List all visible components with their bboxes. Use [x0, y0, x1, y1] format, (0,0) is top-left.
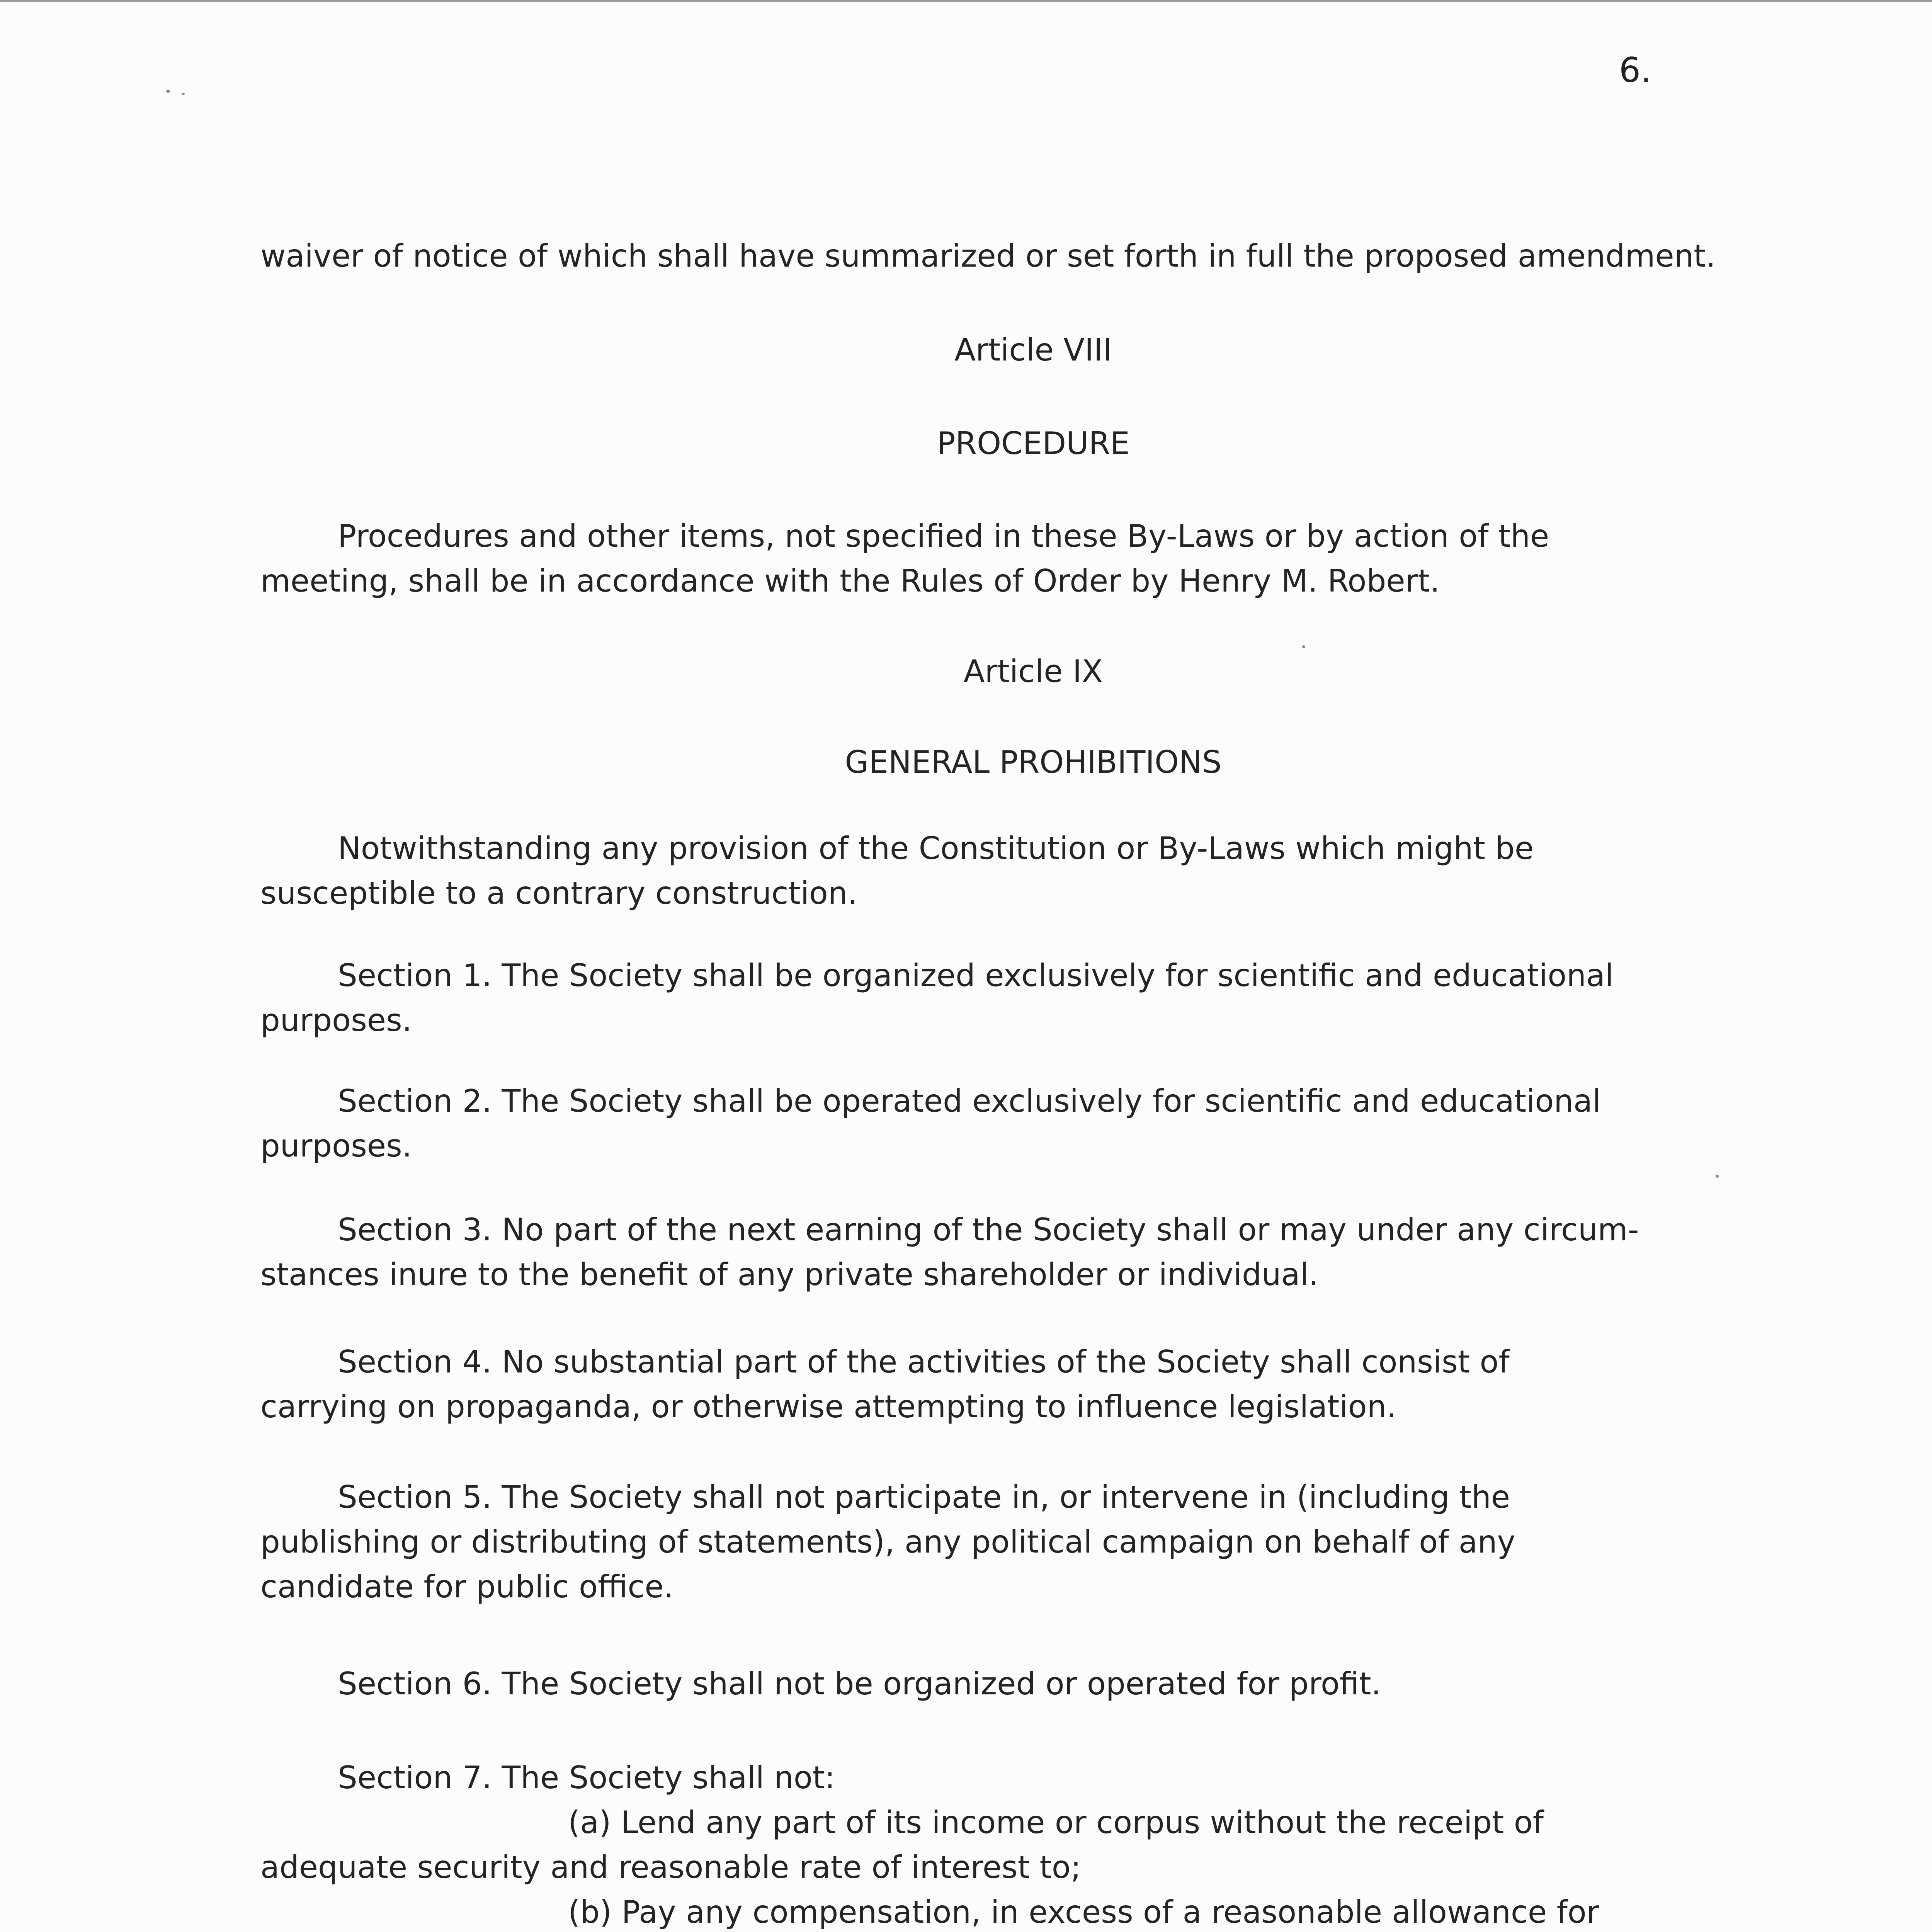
section-2 — [260, 1079, 1845, 1168]
section-line: carrying on propaganda, or otherwise attempting to influence legislation. — [260, 1389, 1396, 1425]
scan-top-edge — [0, 0, 1932, 2]
item-a-line: adequate security and reasonable rate of interest to; — [260, 1849, 1081, 1885]
scan-speck — [182, 93, 185, 95]
section-line: Section 2. The Society shall be operated exclusively for scientific and educational — [338, 1083, 1601, 1119]
scan-speck — [166, 90, 170, 93]
item-b-first-line: (b) Pay any compensation, in excess of a reasonable allowance for — [568, 1894, 1599, 1930]
article-8-number: Article VIII — [954, 332, 1112, 368]
item-a-first-line: (a) Lend any part of its income or corpus without the receipt of — [568, 1804, 1544, 1840]
section-7-heading: Section 7. The Society shall not: — [338, 1760, 835, 1796]
section-6 — [260, 1662, 1845, 1706]
section-4 — [260, 1340, 1845, 1429]
section-line: Section 1. The Society shall be organized exclusively for scientific and educational — [338, 957, 1614, 993]
article-9-intro — [260, 826, 1845, 916]
section-line: candidate for public office. — [260, 1569, 674, 1605]
paragraph-line: Procedures and other items, not specified in these By-Laws or by action of the — [338, 518, 1549, 554]
section-line: Section 4. No substantial part of the activities of the Society shall consist of — [338, 1344, 1510, 1380]
section-line: purposes. — [260, 1128, 412, 1164]
section-line: Section 6. The Society shall not be organized or operated for profit. — [338, 1666, 1381, 1702]
page-number: 6. — [1619, 50, 1651, 90]
continuation-line: waiver of notice of which shall have summarized or set forth in full the proposed amendment. — [260, 238, 1716, 274]
paragraph-line: susceptible to a contrary construction. — [260, 875, 857, 911]
section-7 — [260, 1755, 1845, 1932]
article-9-number: Article IX — [963, 653, 1103, 689]
article-8-paragraph — [260, 514, 1845, 604]
section-3 — [260, 1208, 1845, 1297]
section-line: publishing or distributing of statements), any political campaign on behalf of any — [260, 1524, 1515, 1560]
section-5 — [260, 1475, 1845, 1609]
section-1 — [260, 953, 1845, 1043]
paragraph-line: meeting, shall be in accordance with the Rules of Order by Henry M. Robert. — [260, 563, 1440, 599]
scan-speck — [1302, 645, 1305, 648]
paragraph-line: Notwithstanding any provision of the Constitution or By-Laws which might be — [338, 830, 1534, 866]
article-8-title: PROCEDURE — [937, 425, 1130, 461]
section-line: stances inure to the benefit of any private shareholder or individual. — [260, 1257, 1319, 1293]
section-line: Section 3. No part of the next earning of the Society shall or may under any circum- — [338, 1212, 1639, 1248]
section-line: purposes. — [260, 1002, 412, 1038]
article-9-title: GENERAL PROHIBITIONS — [845, 744, 1222, 780]
section-line: Section 5. The Society shall not participate in, or intervene in (including the — [338, 1479, 1510, 1515]
scan-speck — [1716, 1175, 1719, 1178]
